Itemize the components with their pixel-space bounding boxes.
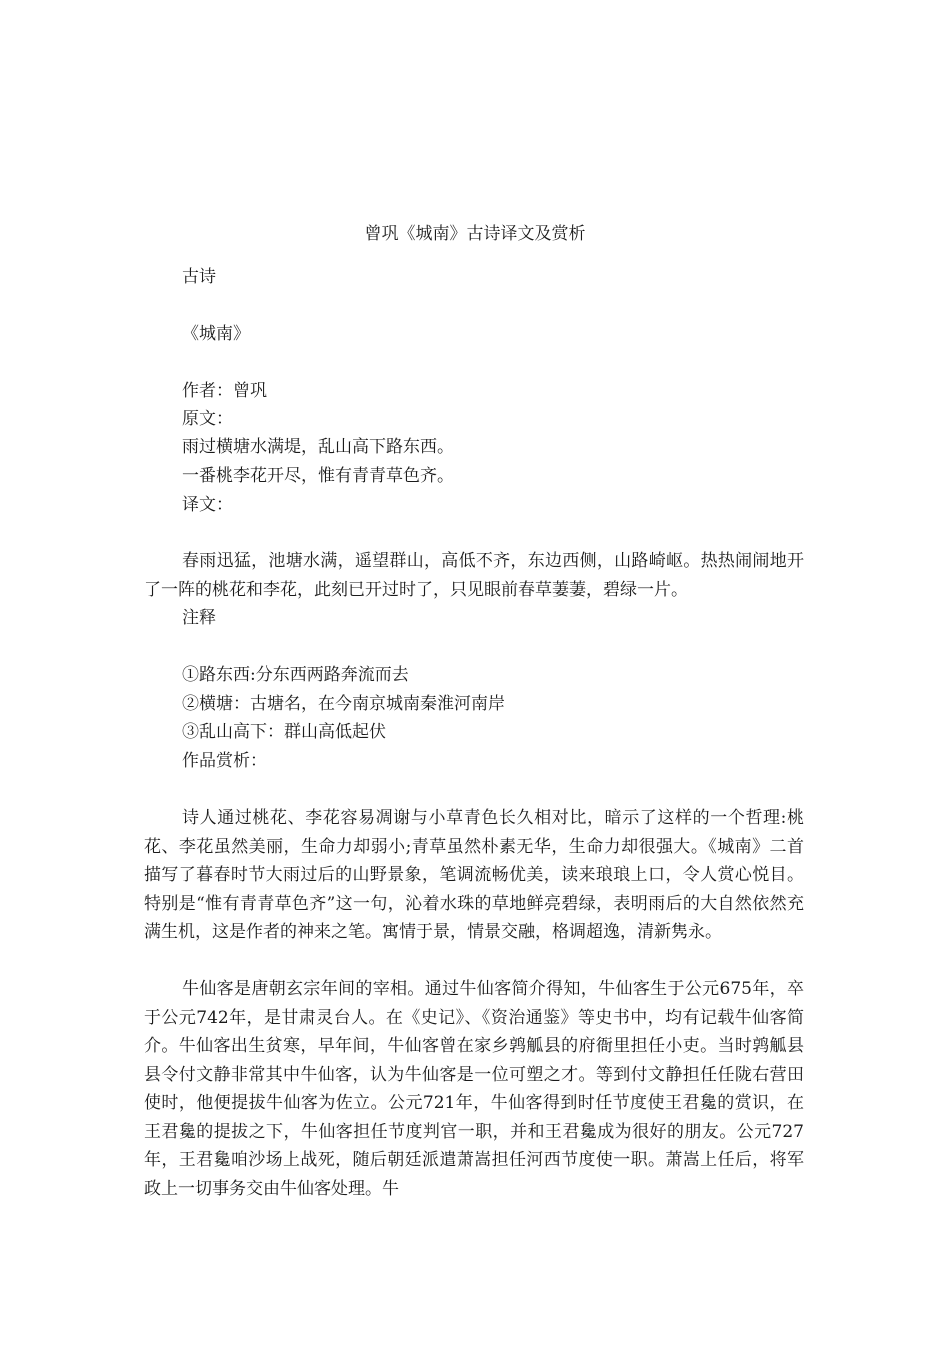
page-title: 曾巩《城南》古诗译文及赏析	[364, 224, 586, 244]
note-1: ①路东西:分东西两路奔流而去	[182, 665, 409, 685]
poem-title: 《城南》	[182, 324, 250, 344]
verse-1: 雨过横塘水满堤，乱山高下路东西。	[182, 437, 454, 457]
heading-poem: 古诗	[182, 267, 216, 287]
translation-text: 春雨迅猛，池塘水满，遥望群山，高低不齐，东边西侧，山路崎岖。热热闹闹地开了一阵的桃花和李花，此刻已开过时了，只见眼前春草萋萋，碧绿一片。	[144, 551, 804, 600]
translation-label: 译文：	[182, 495, 233, 515]
verse-2: 一番桃李花开尽，惟有青青草色齐。	[182, 466, 454, 486]
notes-label: 注释	[182, 608, 216, 628]
note-3: ③乱山高下：群山高低起伏	[182, 722, 386, 742]
author-line: 作者：曾巩	[182, 381, 267, 401]
appreciation-paragraph-1: 诗人通过桃花、李花容易凋谢与小草青色长久相对比，暗示了这样的一个哲理:桃花、李花虽然美丽，生命力却弱小;青草虽然朴素无华，生命力却很强大。《城南》二首描写了暮春时节大雨过后的山野景象，笔调流畅优美，读来琅琅上口，令人赏心悦目。特别是“惟有青青草色齐”这一句，沁着水珠的草地鲜亮碧绿，表明雨后的大自然依然充满生机，这是作者的神来之笔。寓情于景，情景交融，格调超逸，清新隽永。	[144, 808, 804, 942]
note-2: ②横塘：古塘名，在今南京城南秦淮河南岸	[182, 694, 505, 714]
appreciation-label: 作品赏析：	[182, 751, 267, 771]
appreciation-paragraph-2: 牛仙客是唐朝玄宗年间的宰相。通过牛仙客简介得知，牛仙客生于公元675年，卒于公元742年，是甘肃灵台人。在《史记》、《资治通鉴》等史书中，均有记载牛仙客简介。牛仙客出生贫寒，早年间，牛仙客曾在家乡鹑觚县的府衙里担任小吏。当时鹑觚县县令付文静非常其中牛仙客，认为牛仙客是一位可塑之才。等到付文静担任任陇右营田使时，他便提拔牛仙客为佐立。公元721年，牛仙客得到时任节度使王君毚的赏识，在王君毚的提拔之下，牛仙客担任节度判官一职，并和王君毚成为很好的朋友。公元727年，王君毚咱沙场上战死，随后朝廷派遣萧嵩担任河西节度使一职。萧嵩上任后，将军政上一切事务交由牛仙客处理。牛	[144, 979, 804, 1199]
original-label: 原文：	[182, 409, 233, 429]
